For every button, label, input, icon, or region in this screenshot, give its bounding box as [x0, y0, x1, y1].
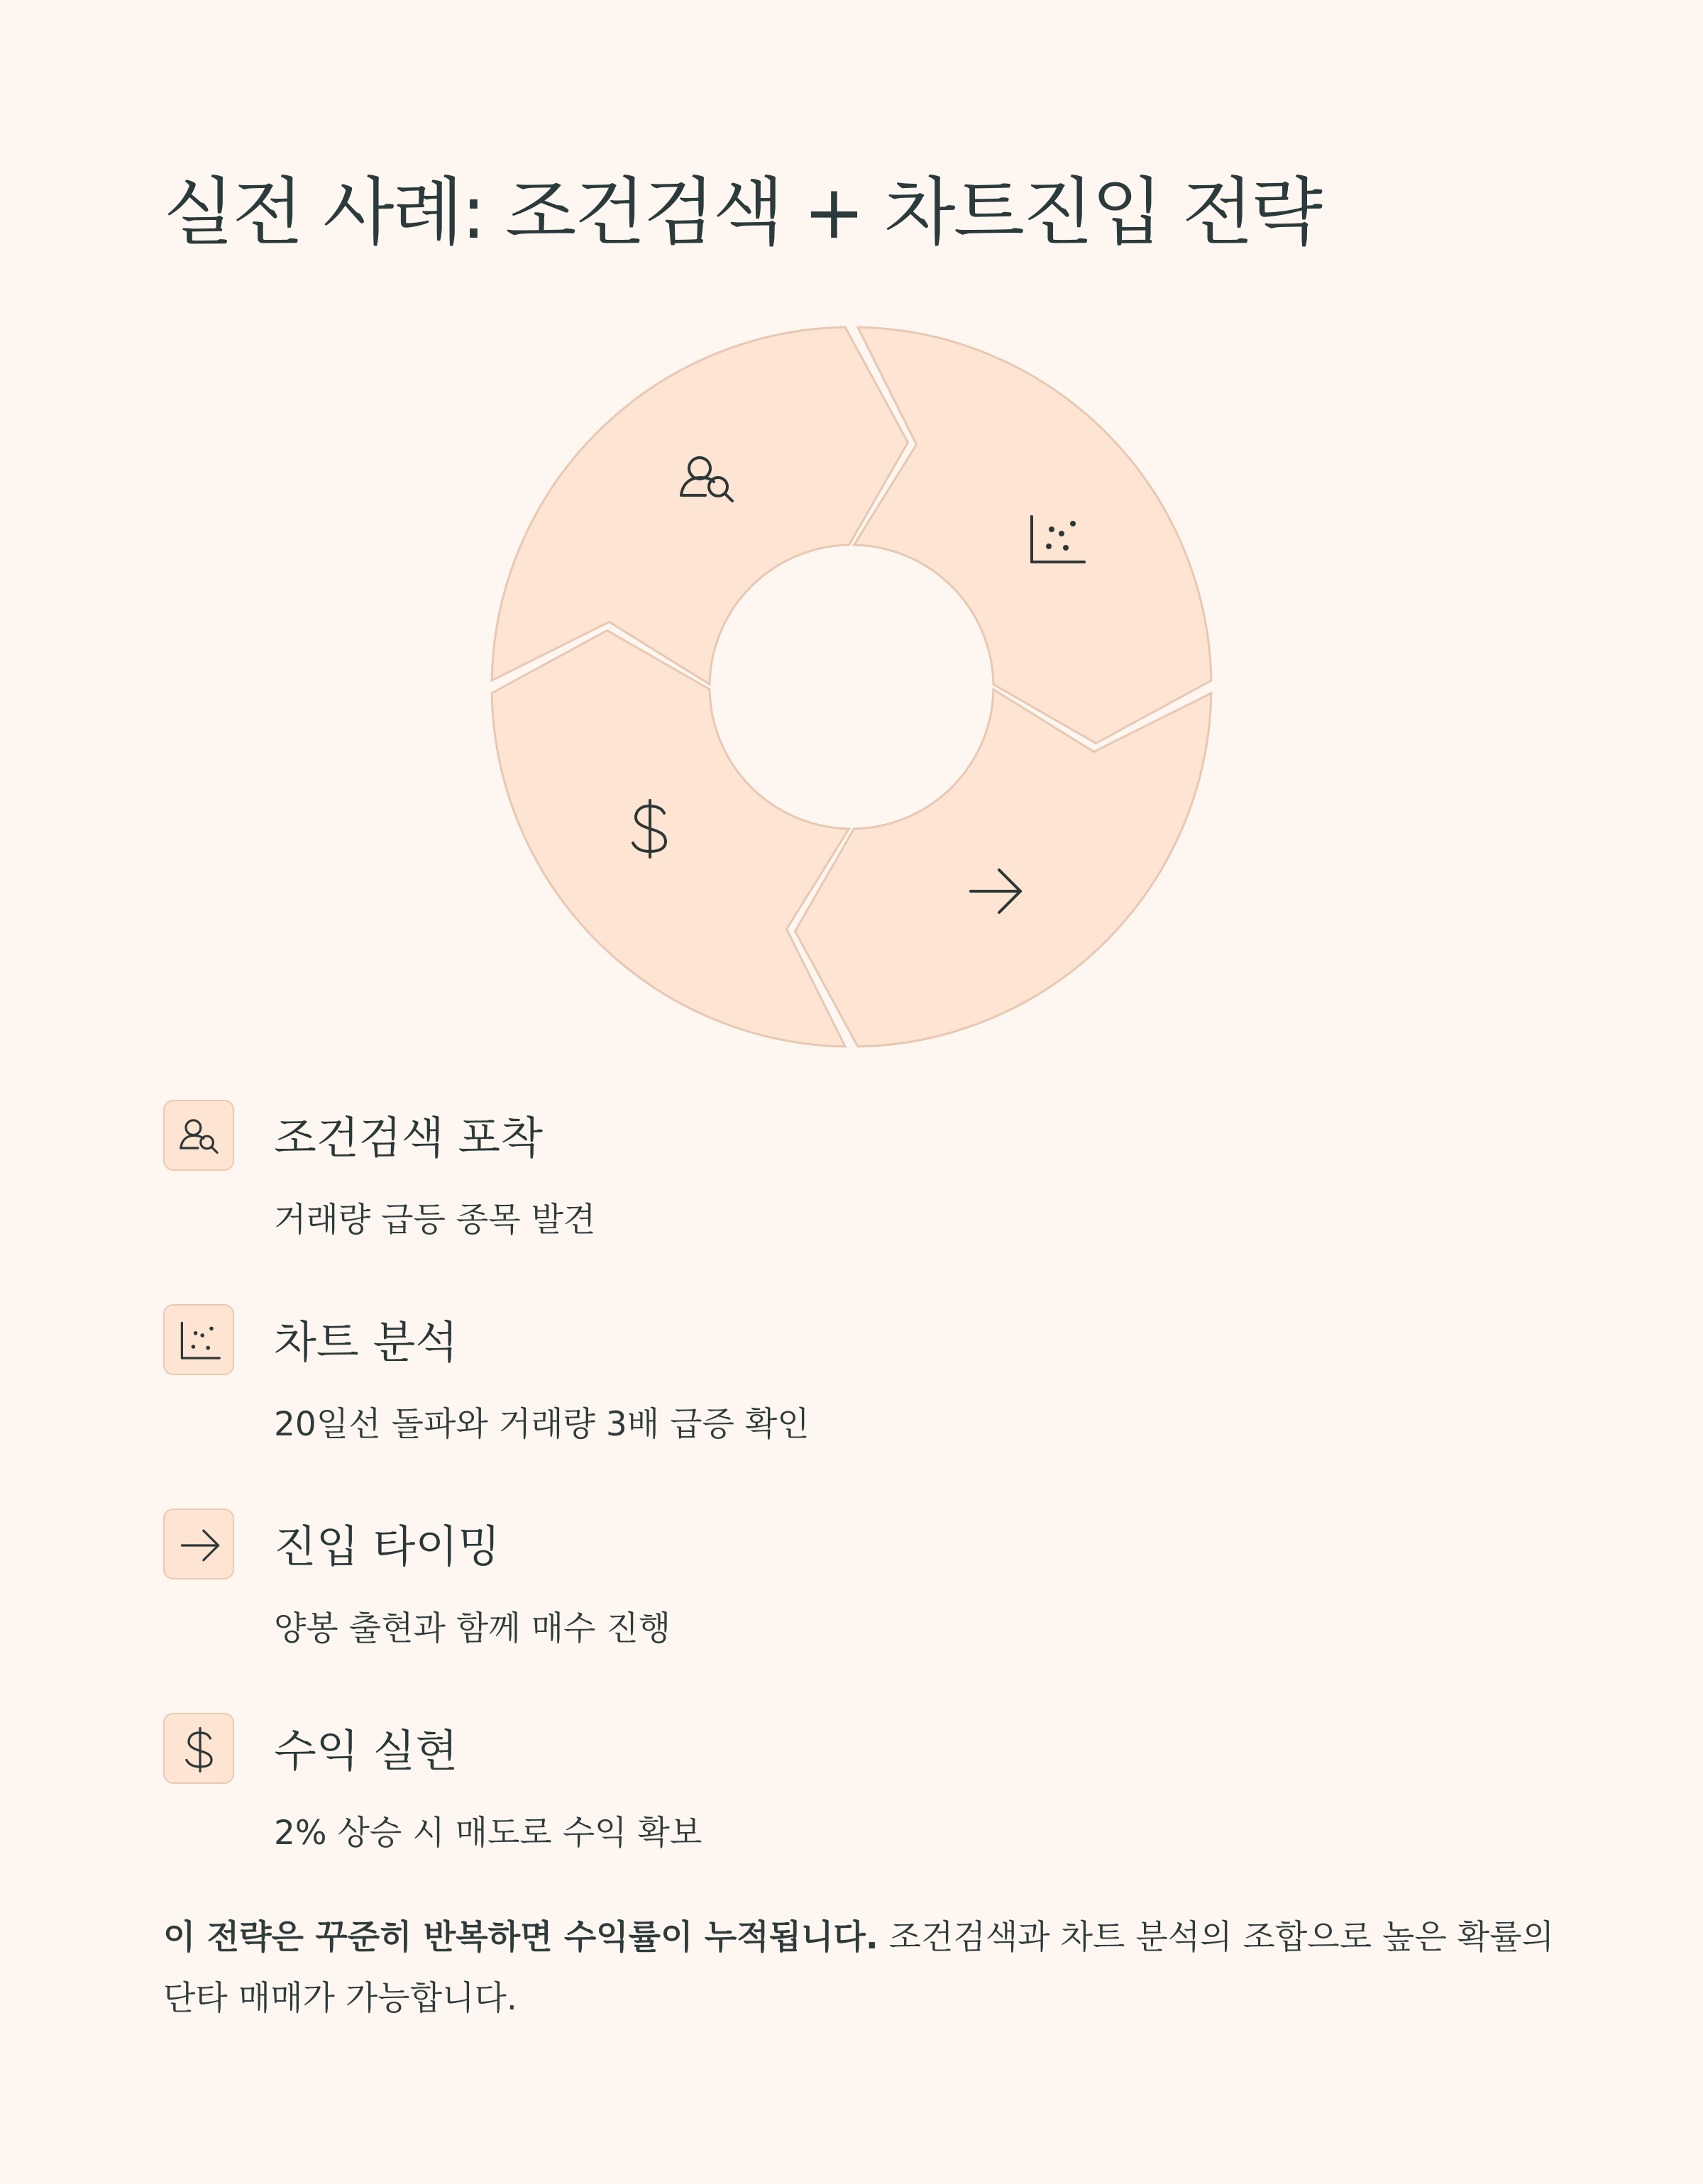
- page-title: 실전 사례: 조건검색 + 차트진입 전략: [163, 169, 1321, 255]
- scatter-chart-icon: [177, 1318, 223, 1364]
- step-description: 20일선 돌파와 거래량 3배 급증 확인: [274, 1405, 810, 1444]
- step-title: 조건검색 포착: [274, 1112, 544, 1164]
- step-title: 진입 타이밍: [274, 1521, 501, 1572]
- step-description: 양봉 출현과 함께 매수 진행: [274, 1609, 671, 1648]
- list-item: [163, 1713, 1582, 1917]
- cycle-diagram: [0, 0, 1703, 1064]
- cycle-segment-profit: [492, 630, 849, 1046]
- arrow-right-icon: [177, 1523, 223, 1568]
- step-badge: [163, 1713, 234, 1784]
- step-title: 차트 분석: [274, 1316, 458, 1368]
- list-item: [163, 1304, 1582, 1509]
- summary-rest: 조건검색과 차트 분석의 조합으로 높은 확률의 단타 매매가 가능합니다.: [163, 1918, 1554, 2018]
- cycle-segment-search: [492, 327, 908, 684]
- cycle-segment-entry: [795, 689, 1211, 1046]
- list-item: [163, 1100, 1582, 1304]
- step-badge: [163, 1304, 234, 1375]
- list-item: [163, 1509, 1582, 1713]
- summary-text: [163, 1907, 1554, 2029]
- dollar-icon: [177, 1727, 223, 1772]
- step-badge: [163, 1100, 234, 1171]
- summary-bold: 이 전략은 꾸준히 반복하면 수익률이 누적됩니다.: [163, 1918, 878, 1957]
- step-badge: [163, 1509, 234, 1579]
- step-description: 2% 상승 시 매도로 수익 확보: [274, 1814, 702, 1853]
- user-search-icon: [177, 1114, 223, 1159]
- step-description: 거래량 급등 종목 발견: [274, 1201, 596, 1240]
- step-list: [163, 1100, 1582, 1917]
- step-title: 수익 실현: [274, 1725, 458, 1777]
